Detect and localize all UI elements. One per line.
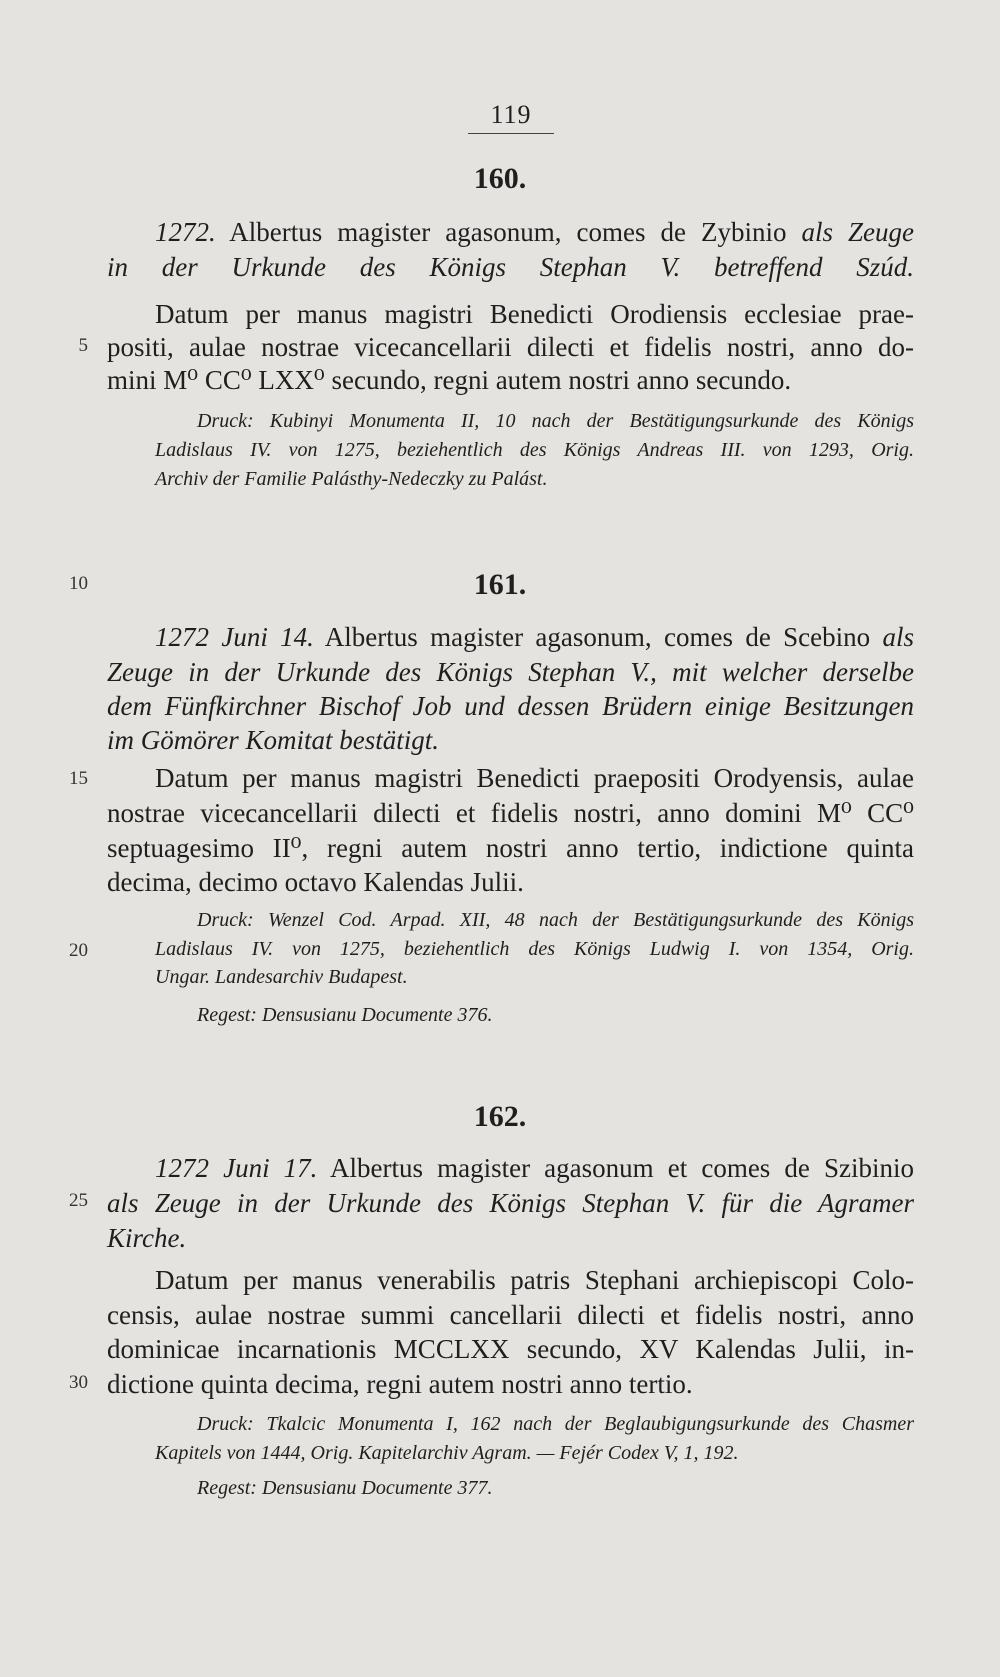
datum-line: dominicae incarnationis MCCLXX secundo, XV Kalendas Julii, in- (107, 1334, 914, 1364)
print-note: Kapitels von 1444, Orig. Kapitelarchiv Agram. — Fejér Codex V, 1, 192. (155, 1442, 739, 1464)
datum-line: Datum per manus magistri Benedicti Orodiensis ecclesiae prae- (155, 299, 914, 329)
margin-line-number: 15 (69, 768, 88, 789)
print-note: Druck: Kubinyi Monumenta II, 10 nach der Bestätigungsurkunde des Königs (197, 410, 914, 432)
regest-note: Regest: Densusianu Documente 377. (197, 1477, 493, 1499)
margin-line-number: 30 (69, 1372, 88, 1393)
datum-line: dictione quinta decima, regni autem nostri anno tertio. (107, 1369, 693, 1399)
regest-line: 1272 Juni 17. Albertus magister agasonum et comes de Szibinio (155, 1153, 914, 1183)
margin-line-number: 5 (78, 335, 88, 356)
regest-line: dem Fünfkirchner Bischof Job und dessen Brüdern einige Besitzungen (107, 691, 914, 721)
regest-line: als Zeuge in der Urkunde des Königs Stephan V. für die Agramer (107, 1188, 914, 1218)
datum-line: Datum per manus venerabilis patris Stephani archiepiscopi Colo- (155, 1265, 914, 1295)
datum-line: decima, decimo octavo Kalendas Julii. (107, 867, 524, 897)
regest-line: Kirche. (107, 1223, 187, 1253)
document-number: 162. (473, 1100, 527, 1133)
datum-line: septuagesimo II⁰, regni autem nostri anno tertio, indictione quinta (107, 833, 914, 863)
regest-line: in der Urkunde des Königs Stephan V. betreffend Szúd. (107, 252, 914, 282)
print-note: Archiv der Familie Palásthy-Nedeczky zu Palást. (155, 468, 548, 490)
document-number: 161. (473, 568, 527, 601)
page-number: 119 (490, 100, 532, 129)
document-number: 160. (473, 162, 527, 195)
print-note: Ladislaus IV. von 1275, beziehentlich des Königs Ludwig I. von 1354, Orig. (155, 938, 914, 960)
regest-line: im Gömörer Komitat bestätigt. (107, 725, 440, 755)
datum-line: censis, aulae nostrae summi cancellarii dilecti et fidelis nostri, anno (107, 1300, 914, 1330)
margin-line-number: 25 (69, 1190, 88, 1211)
regest-line: 1272. Albertus magister agasonum, comes de Zybinio als Zeuge (155, 217, 914, 247)
margin-line-number: 10 (69, 573, 88, 594)
datum-line: positi, aulae nostrae vicecancellarii dilecti et fidelis nostri, anno do- (107, 332, 914, 362)
print-note: Ungar. Landesarchiv Budapest. (155, 966, 408, 988)
print-note: Druck: Wenzel Cod. Arpad. XII, 48 nach der Bestätigungsurkunde des Königs (197, 909, 914, 931)
print-note: Ladislaus IV. von 1275, beziehentlich des Königs Andreas III. von 1293, Orig. (155, 439, 914, 461)
datum-line: nostrae vicecancellarii dilecti et fidelis nostri, anno domini M⁰ CC⁰ (107, 798, 914, 828)
print-note: Druck: Tkalcic Monumenta I, 162 nach der Beglaubigungsurkunde des Chasmer (197, 1413, 914, 1435)
regest-line: Zeuge in der Urkunde des Königs Stephan V., mit welcher derselbe (107, 657, 914, 687)
page-number-rule (468, 133, 554, 134)
datum-line: mini M⁰ CC⁰ LXX⁰ secundo, regni autem nostri anno secundo. (107, 365, 792, 395)
regest-line: 1272 Juni 14. Albertus magister agasonum, comes de Scebino als (155, 622, 914, 652)
margin-line-number: 20 (69, 940, 88, 961)
datum-line: Datum per manus magistri Benedicti praepositi Orodyensis, aulae (155, 763, 914, 793)
regest-note: Regest: Densusianu Documente 376. (197, 1004, 493, 1026)
